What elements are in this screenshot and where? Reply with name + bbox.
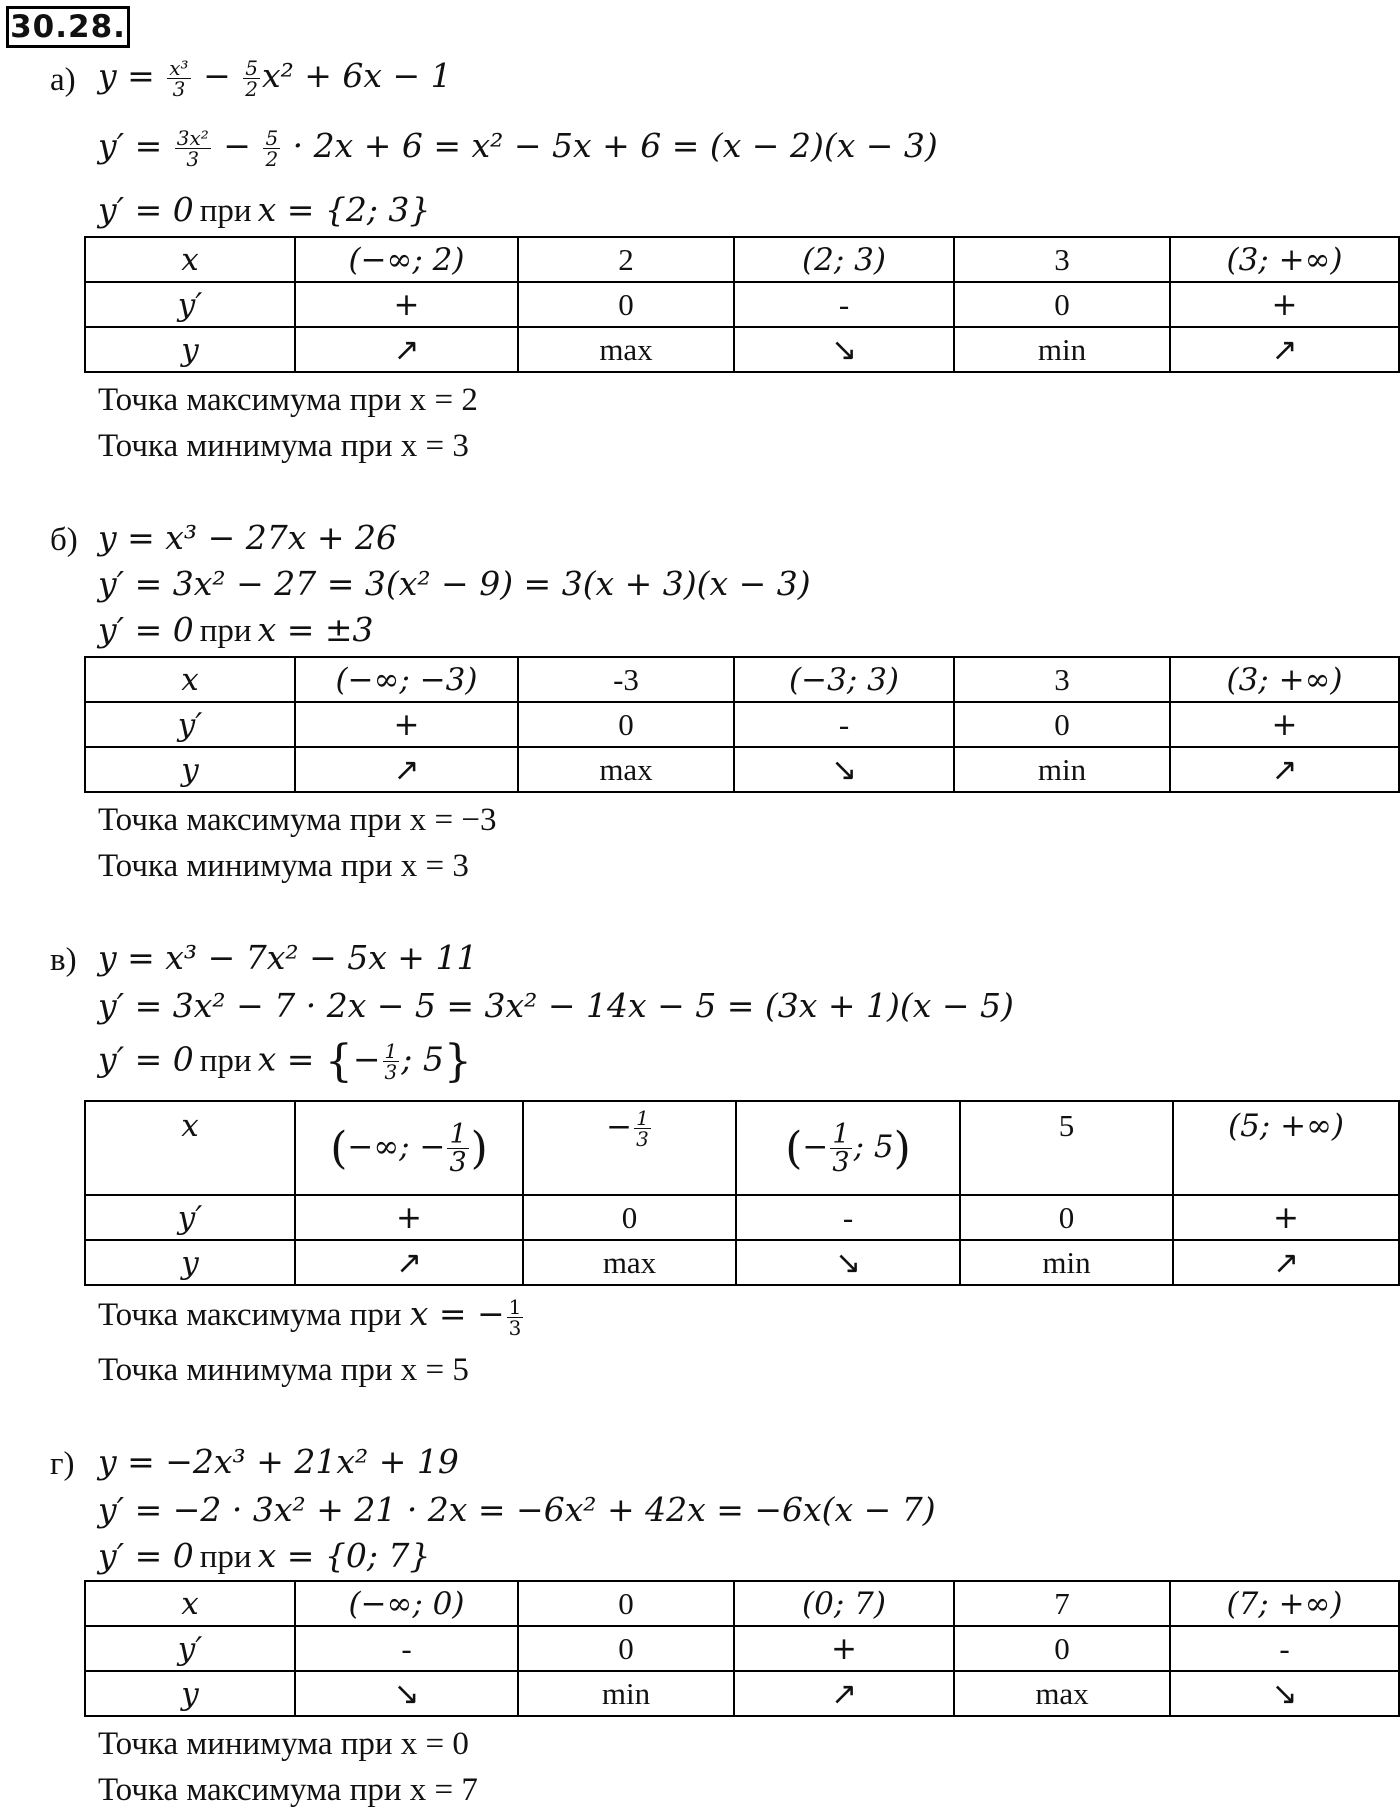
table-row [85,1195,1399,1240]
table-cell: + [734,1626,954,1671]
part-g-function: y = −2x³ + 21x² + 19 [98,1442,459,1481]
table-cell: x [85,657,295,702]
table-cell: - [1170,1626,1399,1671]
part-b-function: y = x³ − 27x + 26 [98,518,397,557]
part-a-conclusion-1: Точка максимума при x = 2 [98,382,478,418]
table-cell: x [85,237,295,282]
table-row [85,237,1399,282]
table-cell: (−∞; −3) [295,657,518,702]
table-cell: 0 [518,282,734,327]
part-a-conclusion-2: Точка минимума при x = 3 [98,428,469,464]
arrow-up-right-icon: ↗ [1170,747,1399,792]
table-cell: (−∞; 0) [295,1581,518,1626]
table-row [85,1626,1399,1671]
arrow-down-right-icon: ↘ [734,747,954,792]
part-g-zeros: y′ = 0 при x = {0; 7} [98,1536,431,1575]
table-cell: 0 [518,1626,734,1671]
table-cell: 0 [954,282,1170,327]
table-cell: max [518,747,734,792]
part-v-conclusion-2: Точка минимума при x = 5 [98,1352,469,1388]
arrow-down-right-icon: ↘ [295,1671,518,1716]
part-v-conclusion-1: Точка максимума при x = − $\frac{1}{3}$ [98,1294,522,1340]
table-row [85,657,1399,702]
table-cell: x [85,1581,295,1626]
part-a-derivative: y′ = $\frac{\text{3x²}}{3}$ − $\frac{5}{2}$ · 2x + 6 = x² − 5x + 6 = (x − 2)(x − 3) [98,125,938,171]
table-cell: y′ [85,1195,295,1240]
arrow-down-right-icon: ↘ [734,327,954,372]
part-v-function: y = x³ − 7x² − 5x + 11 [98,938,478,977]
table-cell: (3; +∞) [1170,657,1399,702]
table-cell: y [85,1671,295,1716]
table-cell: max [523,1240,736,1285]
table-cell: (− $\frac{1}{3}$ ; 5) [736,1101,960,1195]
part-b-derivative: y′ = 3x² − 27 = 3(x² − 9) = 3(x + 3)(x − 3) [98,564,811,603]
table-cell: 0 [960,1195,1173,1240]
table-cell: - [736,1195,960,1240]
table-cell: y′ [85,702,295,747]
table-cell: min [954,747,1170,792]
table-cell: max [954,1671,1170,1716]
part-v-derivative: y′ = 3x² − 7 · 2x − 5 = 3x² − 14x − 5 = (3x + 1)(x − 5) [98,986,1014,1025]
part-v-label: в) [50,942,77,978]
table-cell: + [295,1195,523,1240]
table-cell: (3; +∞) [1170,237,1399,282]
table-cell: (7; +∞) [1170,1581,1399,1626]
table-cell: -3 [518,657,734,702]
table-row [85,1101,1399,1195]
table-row [85,282,1399,327]
table-row [85,1240,1399,1285]
table-cell: + [295,702,518,747]
part-g-sign-table [84,1580,1400,1717]
table-cell: x [85,1101,295,1195]
table-cell: min [954,327,1170,372]
table-cell: y′ [85,1626,295,1671]
part-g-conclusion-1: Точка минимума при x = 0 [98,1726,469,1762]
problem-number: 30.28. [6,6,130,48]
arrow-up-right-icon: ↗ [295,747,518,792]
table-cell: y [85,327,295,372]
part-g-conclusion-2: Точка максимума при x = 7 [98,1772,478,1808]
table-cell: - [734,282,954,327]
part-a-sign-table [84,236,1400,373]
table-cell: - [295,1626,518,1671]
table-cell: (5; +∞) [1173,1101,1399,1195]
table-cell: y [85,1240,295,1285]
table-cell: y [85,747,295,792]
part-a-function: y = $\frac{\text{x³}}{3}$ − $\frac{5}{2}$ x² + 6x − 1 [98,55,452,101]
part-b-conclusion-1: Точка максимума при x = −3 [98,802,497,838]
table-row [85,747,1399,792]
table-row [85,327,1399,372]
part-v-zeros: y′ = 0 при x = {− $\frac{1}{3}$ ; 5} [98,1036,472,1087]
part-a-label: а) [50,62,76,98]
part-b-zeros: y′ = 0 при x = ±3 [98,610,374,649]
table-cell: 3 [954,237,1170,282]
table-cell: (2; 3) [734,237,954,282]
arrow-up-right-icon: ↗ [295,327,518,372]
table-cell: min [518,1671,734,1716]
table-cell: 3 [954,657,1170,702]
arrow-up-right-icon: ↗ [1173,1240,1399,1285]
part-v-sign-table [84,1100,1400,1286]
table-cell: (−3; 3) [734,657,954,702]
table-cell: 5 [960,1101,1173,1195]
table-cell: 2 [518,237,734,282]
table-cell: max [518,327,734,372]
table-cell: 0 [954,702,1170,747]
table-cell: y′ [85,282,295,327]
table-cell: 0 [523,1195,736,1240]
part-b-sign-table [84,656,1400,793]
part-a-zeros: y′ = 0 при x = {2; 3} [98,190,431,229]
table-cell: + [1173,1195,1399,1240]
part-b-label: б) [50,522,78,558]
table-cell: 0 [954,1626,1170,1671]
arrow-down-right-icon: ↘ [736,1240,960,1285]
arrow-up-right-icon: ↗ [734,1671,954,1716]
table-cell: + [295,282,518,327]
table-cell: + [1170,282,1399,327]
table-cell: - [734,702,954,747]
arrow-up-right-icon: ↗ [1170,327,1399,372]
table-cell: (−∞; 2) [295,237,518,282]
arrow-down-right-icon: ↘ [1170,1671,1399,1716]
arrow-up-right-icon: ↗ [295,1240,523,1285]
part-b-conclusion-2: Точка минимума при x = 3 [98,848,469,884]
table-cell: 7 [954,1581,1170,1626]
part-g-derivative: y′ = −2 · 3x² + 21 · 2x = −6x² + 42x = −6x(x − 7) [98,1490,936,1529]
table-cell: 0 [518,1581,734,1626]
table-row [85,1671,1399,1716]
table-row [85,1581,1399,1626]
table-cell: (−∞; − $\frac{1}{3}$ ) [295,1101,523,1195]
table-cell: − $\frac{1}{3}$ [523,1101,736,1195]
table-row [85,702,1399,747]
table-cell: (0; 7) [734,1581,954,1626]
table-cell: + [1170,702,1399,747]
part-g-label: г) [50,1446,75,1482]
table-cell: 0 [518,702,734,747]
table-cell: min [960,1240,1173,1285]
